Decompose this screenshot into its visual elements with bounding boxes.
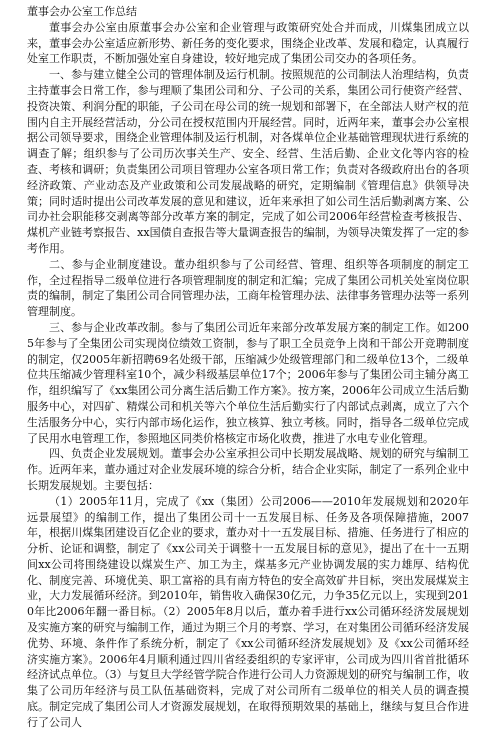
paragraph-introduction: 董事会办公室由原董事会办公室和企业管理与政策研究处合并而成，川煤集团成立以来，董事会办公室适应新形势、新任务的变化要求，围绕企业改革、发展和稳定，认真履行处室工作职责，不断加强处室自身建设，较好地完成了集团公司交办的各项任务。 [27, 20, 469, 66]
paragraph-section-2-system-building: 二、参与企业制度建设。董办组织参与了公司经营、管理、组织等各项制度的制定工作，全过程指导二级单位进行各项管理制度的制定和汇编；完成了集团公司机关处室岗位职责的编制，制定了集团公司合同管理办法，工商年检管理办法、法律事务管理办法等一系列管理制度。 [27, 257, 469, 319]
paragraph-planning-items: （1）2005年11月，完成了《xx（集团）公司2006——2010年发展规划和2020年远景展望》的编制工作，提出了集团公司十一五发展目标、任务及各项保障措施，2007年，根据川煤集团建设百亿企业的要求，董办对十一五发展目标、措施、任务进行了相应的分析、论证和调整，制定了《xx公司关于调整十一五发展目标的意见》，提出了在十一五期间xx公司将围绕建设以煤炭生产、加工为主，煤基多元产业协调发展的实力雄厚、结构优化、制度完善、环境优美、职工富裕的具有南方特色的安全高效矿井目标，突出发展煤炭主业，大力发展循环经济。到2010年，销售收入确保30亿元，力争35亿元以上，实现到2010年比2006年翻一番目标。（2）2005年8月以后，董办着手进行xx公司循环经济发展规划及实施方案的研究与编制工作，通过为期三个月的考察、学习，在对集团公司循环经济发展优势、环境、条件作了系统分析，制定了《xx公司循环经济发展规划》及《xx公司循环经济实施方案》。2006年4月顺利通过四川省经委组织的专家评审，公司成为四川省首批循环经济试点单位。（3）与复旦大学经管学院合作进行公司人力资源规划的研究与编制工作，收集了公司历年经济与员工队伍基础资料，完成了对公司所有二级单位的相关人员的调查摸底。制定完成了集团公司人才资源发展规划，在取得预期效果的基础上，继续与复旦合作进行了公司人 [27, 494, 469, 729]
document-title: 董事会办公室工作总结 [27, 5, 137, 18]
paragraph-section-3-reform: 三、参与企业改革改制。参与了集团公司近年来部分改革发展方案的制定工作。如2005年参与了全集团公司实现岗位绩效工资制，参与了职工全员竞争上岗和干部公开竞聘制度的制定，仅2005年新招聘69名处级干部，压缩减少处级管理部门和二级单位13个，二级单位共压缩减少管理科室10个，减少科级基层单位17个；2006年参与了集团公司主辅分离工作，组织编写了《xx集团公司分离生活后勤工作方案》。按方案，2006年公司成立生活后勤服务中心，对四矿、精煤公司和机关等六个单位生活后勤实行了内部试点剥离，成立了六个生活服务分中心，实行内部市场化运作，独立核算、独立考核。同时，指导各二级单位完成了民用水电管理工作，参照地区同类价格核定市场化收费，推进了水电专业化管理。 [27, 320, 469, 445]
paragraph-section-1-management-system: 一、参与建立健全公司的管理体制及运行机制。按照规范的公司制法人治理结构，负责主持董事会日常工作，参与理顺了集团公司和分、子公司的关系，集团公司行使资产经营、投资决策、利润分配的职能，子公司在母公司的统一规划和部署下，在全部法人财产权的范围内自主开展经营活动，分公司在授权范围内开展经营。同时，近两年来，董事会办公室根据公司领导要求，围绕企业管理体制及运行机制，对各煤单位企业基础管理现状进行系统的调查了解；组织参与了公司历次事关生产、安全、经营、生活后勤、企业文化等内容的检查、考核和调研；负责集团公司项目管理办公室各项日常工作；负责对各级政府出台的各项经济政策、产业动态及产业政策和公司发展战略的研究，定期编制《管理信息》供领导决策；同时适时提出公司改革发展的意见和建议，近年来承担了如公司生活后勤剥离方案、公司办社会职能移交剥离等部分改革方案的制定，完成了如公司2006年经营检查考核报告、煤机产业链考察报告、xx国债自查报告等大量调查报告的编制，为领导决策发挥了一定的参考作用。 [27, 68, 469, 255]
document-body [27, 4, 469, 731]
paragraph-section-4-development-planning: 四、负责企业发展规划。董事会办公室承担公司中长期发展战略、规划的研究与编制工作。近两年来，董办通过对企业发展环境的综合分析，结合企业实际，制定了一系列企业中长期发展规划。主要包括： [27, 447, 469, 492]
